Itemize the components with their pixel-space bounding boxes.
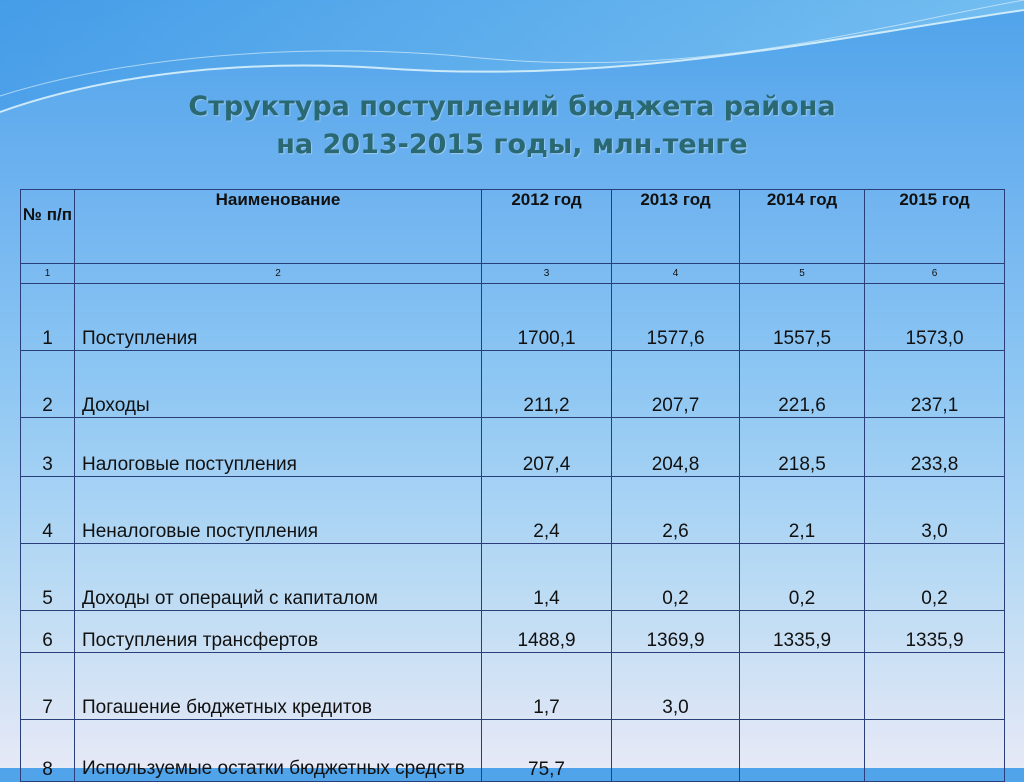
row-number: 6 (21, 611, 75, 653)
slide-title (0, 88, 1024, 164)
row-name: Погашение бюджетных кредитов (75, 653, 482, 720)
value-2012: 2,4 (482, 477, 612, 544)
value-2013: 204,8 (612, 418, 740, 477)
value-2012: 1700,1 (482, 284, 612, 351)
value-2014: 1335,9 (740, 611, 865, 653)
table-row (21, 611, 1005, 653)
value-2012: 207,4 (482, 418, 612, 477)
row-name: Поступления трансфертов (75, 611, 482, 653)
table-row (21, 418, 1005, 477)
value-2015: 3,0 (865, 477, 1005, 544)
value-2014: 218,5 (740, 418, 865, 477)
table-row (21, 351, 1005, 418)
row-number: 4 (21, 477, 75, 544)
value-2015: 233,8 (865, 418, 1005, 477)
value-2013: 0,2 (612, 544, 740, 611)
budget-table (20, 189, 1005, 782)
column-index: 2 (75, 264, 482, 284)
value-2012: 75,7 (482, 720, 612, 782)
table-row (21, 544, 1005, 611)
value-2015: 0,2 (865, 544, 1005, 611)
title-line-2: на 2013-2015 годы, млн.тенге (276, 129, 748, 160)
header-2013: 2013 год (612, 190, 740, 264)
row-name: Неналоговые поступления (75, 477, 482, 544)
column-index: 1 (21, 264, 75, 284)
table-header-row (21, 190, 1005, 264)
value-2015: 237,1 (865, 351, 1005, 418)
title-line-1: Структура поступлений бюджета района (188, 91, 836, 122)
header-name: Наименование (75, 190, 482, 264)
value-2012: 211,2 (482, 351, 612, 418)
row-number: 3 (21, 418, 75, 477)
value-2012: 1,7 (482, 653, 612, 720)
row-name: Доходы от операций с капиталом (75, 544, 482, 611)
value-2015: 1573,0 (865, 284, 1005, 351)
value-2014 (740, 653, 865, 720)
row-number: 5 (21, 544, 75, 611)
row-name: Используемые остатки бюджетных средств (75, 720, 482, 782)
value-2014 (740, 720, 865, 782)
column-index-row (21, 264, 1005, 284)
value-2014: 0,2 (740, 544, 865, 611)
row-number: 8 (21, 720, 75, 782)
table-row (21, 653, 1005, 720)
table-row (21, 477, 1005, 544)
row-name: Налоговые поступления (75, 418, 482, 477)
header-2014: 2014 год (740, 190, 865, 264)
column-index: 6 (865, 264, 1005, 284)
value-2015 (865, 653, 1005, 720)
value-2014: 2,1 (740, 477, 865, 544)
value-2012: 1488,9 (482, 611, 612, 653)
header-2015: 2015 год (865, 190, 1005, 264)
value-2013: 1577,6 (612, 284, 740, 351)
value-2015: 1335,9 (865, 611, 1005, 653)
column-index: 5 (740, 264, 865, 284)
value-2014: 1557,5 (740, 284, 865, 351)
value-2013: 207,7 (612, 351, 740, 418)
row-number: 7 (21, 653, 75, 720)
row-name: Поступления (75, 284, 482, 351)
column-index: 4 (612, 264, 740, 284)
value-2014: 221,6 (740, 351, 865, 418)
value-2013: 3,0 (612, 653, 740, 720)
header-num: № п/п (21, 190, 75, 264)
row-number: 2 (21, 351, 75, 418)
row-name: Доходы (75, 351, 482, 418)
value-2015 (865, 720, 1005, 782)
table-row (21, 720, 1005, 782)
header-2012: 2012 год (482, 190, 612, 264)
column-index: 3 (482, 264, 612, 284)
value-2013 (612, 720, 740, 782)
row-number: 1 (21, 284, 75, 351)
value-2013: 1369,9 (612, 611, 740, 653)
value-2012: 1,4 (482, 544, 612, 611)
table-row (21, 284, 1005, 351)
value-2013: 2,6 (612, 477, 740, 544)
